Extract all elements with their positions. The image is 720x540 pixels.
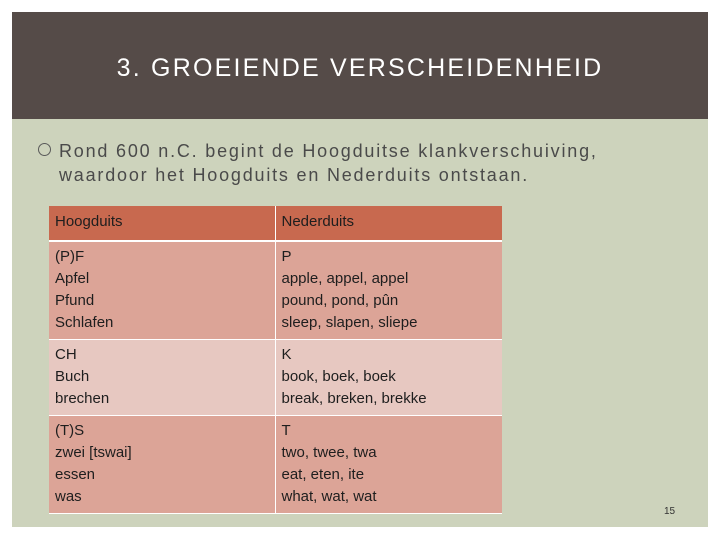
table-cell-nederduits <box>275 340 502 416</box>
cell-line: apple, appel, appel <box>281 270 409 287</box>
cell-line: Schlafen <box>55 314 114 331</box>
cell-line: Buch <box>55 368 90 385</box>
sound-shift-table <box>49 206 502 514</box>
bullet-circle-icon <box>38 143 51 156</box>
cell-line: brechen <box>55 390 110 407</box>
table-cell-nederduits <box>275 416 502 514</box>
cell-line: was <box>55 488 82 505</box>
table-cell-nederduits <box>275 241 502 340</box>
page-number: 15 <box>664 506 676 517</box>
cell-line: Pfund <box>55 292 95 309</box>
cell-line: P <box>281 248 292 265</box>
bullet-text <box>42 139 682 187</box>
cell-line: two, twee, twa <box>281 444 377 461</box>
cell-line: sleep, slapen, sliepe <box>281 314 418 331</box>
table-row <box>49 241 502 340</box>
table-cell-hoogduits <box>49 416 275 514</box>
bullet-line-2: waardoor het Hoogduits en Nederduits ontstaan. <box>59 165 530 185</box>
cell-line: book, boek, boek <box>281 368 396 385</box>
cell-line: K <box>281 346 292 363</box>
cell-line: Apfel <box>55 270 90 287</box>
cell-line: break, breken, brekke <box>281 390 427 407</box>
cell-line: zwei [tswai] <box>55 444 132 461</box>
cell-line: essen <box>55 466 96 483</box>
cell-line: eat, eten, ite <box>281 466 365 483</box>
table-row <box>49 340 502 416</box>
cell-line: pound, pond, pûn <box>281 292 399 309</box>
header-hoogduits: Hoogduits <box>49 206 275 241</box>
cell-line: (T)S <box>55 422 85 439</box>
table-cell-hoogduits <box>49 241 275 340</box>
bullet-point <box>42 139 682 187</box>
bullet-line-1: Rond 600 n.C. begint de Hoogduitse klankverschuiving, <box>59 141 598 161</box>
header-nederduits: Nederduits <box>275 206 502 241</box>
table-cell-hoogduits <box>49 340 275 416</box>
table-header-row <box>49 206 502 241</box>
cell-line: T <box>281 422 291 439</box>
cell-line: CH <box>55 346 77 363</box>
slide-title: 3. GROEIENDE VERSCHEIDENHEID <box>116 54 604 82</box>
cell-line: what, wat, wat <box>281 488 377 505</box>
table-row <box>49 416 502 514</box>
cell-line: (P)F <box>55 248 85 265</box>
